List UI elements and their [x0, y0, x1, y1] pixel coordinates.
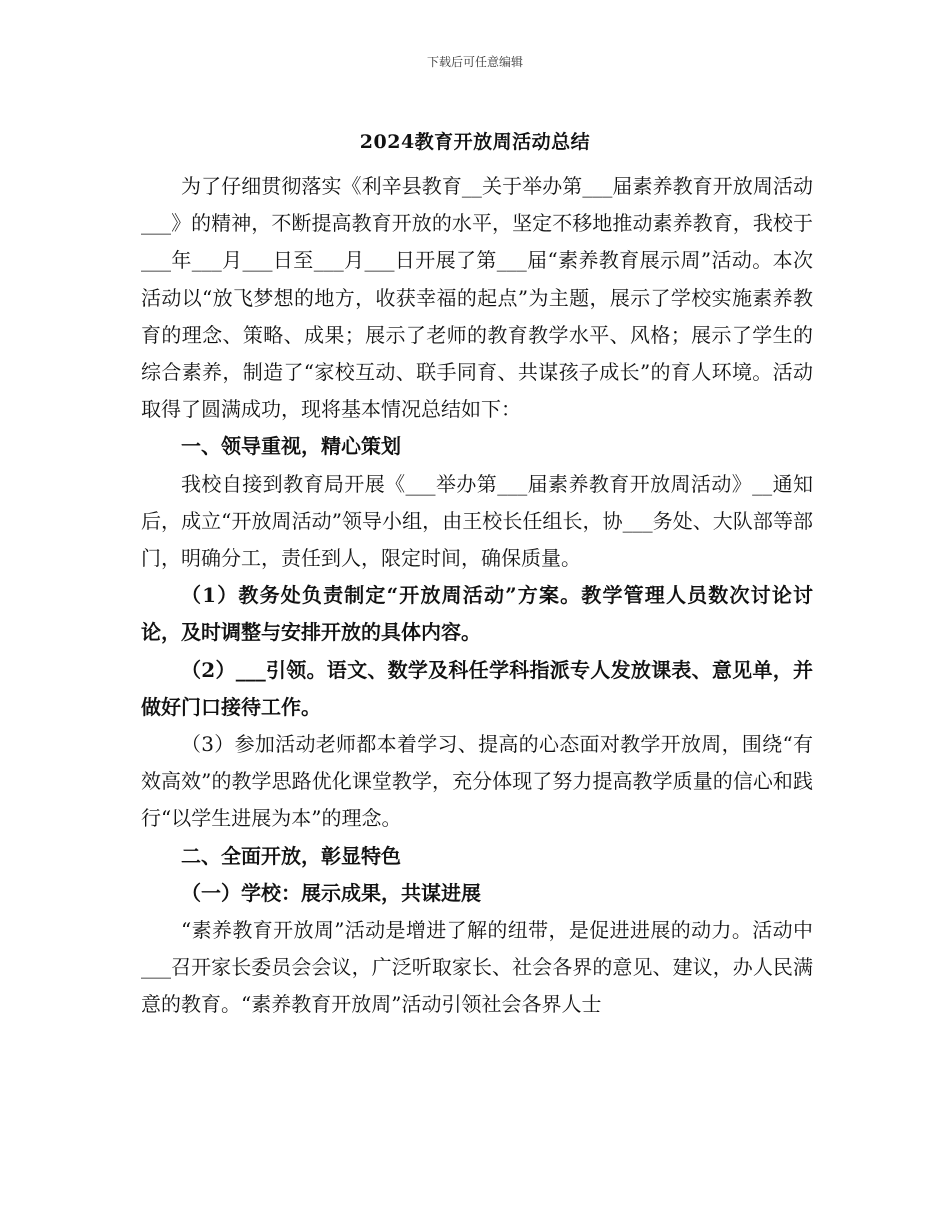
subsection-1-heading: （一）学校：展示成果，共谋进展: [181, 880, 481, 905]
list-item-3: （3）参加活动老师都本着学习、提高的心态面对教学开放周，围绕“有效高效”的教学思路优化课堂教学，充分体现了努力提高教学质量的信心和践行“以学生进展为本”的理念。: [141, 732, 813, 831]
page-header-note: 下载后可任意编辑: [426, 55, 523, 69]
section-1-paragraph: 我校自接到教育局开展《___举办第___届素养教育开放周活动》__通知后，成立“开放周活动”领导小组，由王校长任组长，协___务处、大队部等部门，明确分工，责任到人，限定时间，确保质量。: [141, 471, 813, 571]
document-body: [141, 168, 813, 1024]
subsection-1-paragraph: “素养教育开放周”活动是增进了解的纽带，是促进进展的动力。活动中___召开家长委员会会议，广泛听取家长、社会各界的意见、建议，办人民满意的教育。“素养教育开放周”活动引领社会各界人士: [141, 918, 813, 1017]
intro-paragraph: 为了仔细贯彻落实《利辛县教育__关于举办第___届素养教育开放周活动___》的精神，不断提高教育开放的水平，坚定不移地推动素养教育，我校于___年___月___日至___月___日开展了第___届“素养教育展示周”活动。本次活动以“放飞梦想的地方，收获幸福的起点”为主题，展示了学校实施素养教育的理念、策略、成果；展示了老师的教育教学水平、风格；展示了学生的综合素养，制造了“家校互动、联手同育、共谋孩子成长”的育人环境。活动取得了圆满成功，现将基本情况总结如下：: [141, 174, 813, 422]
section-2-heading: 二、全面开放，彰显特色: [181, 843, 401, 868]
list-item-2: （2）___引领。语文、数学及科任学科指派专人发放课表、意见单，并做好门口接待工作。: [141, 657, 813, 719]
list-item-1: （1）教务处负责制定“开放周活动”方案。教学管理人员数次讨论讨论，及时调整与安排开放的具体内容。: [141, 583, 813, 645]
document-title: 2024教育开放周活动总结: [359, 131, 591, 153]
section-1-heading: 一、领导重视，精心策划: [181, 434, 401, 459]
